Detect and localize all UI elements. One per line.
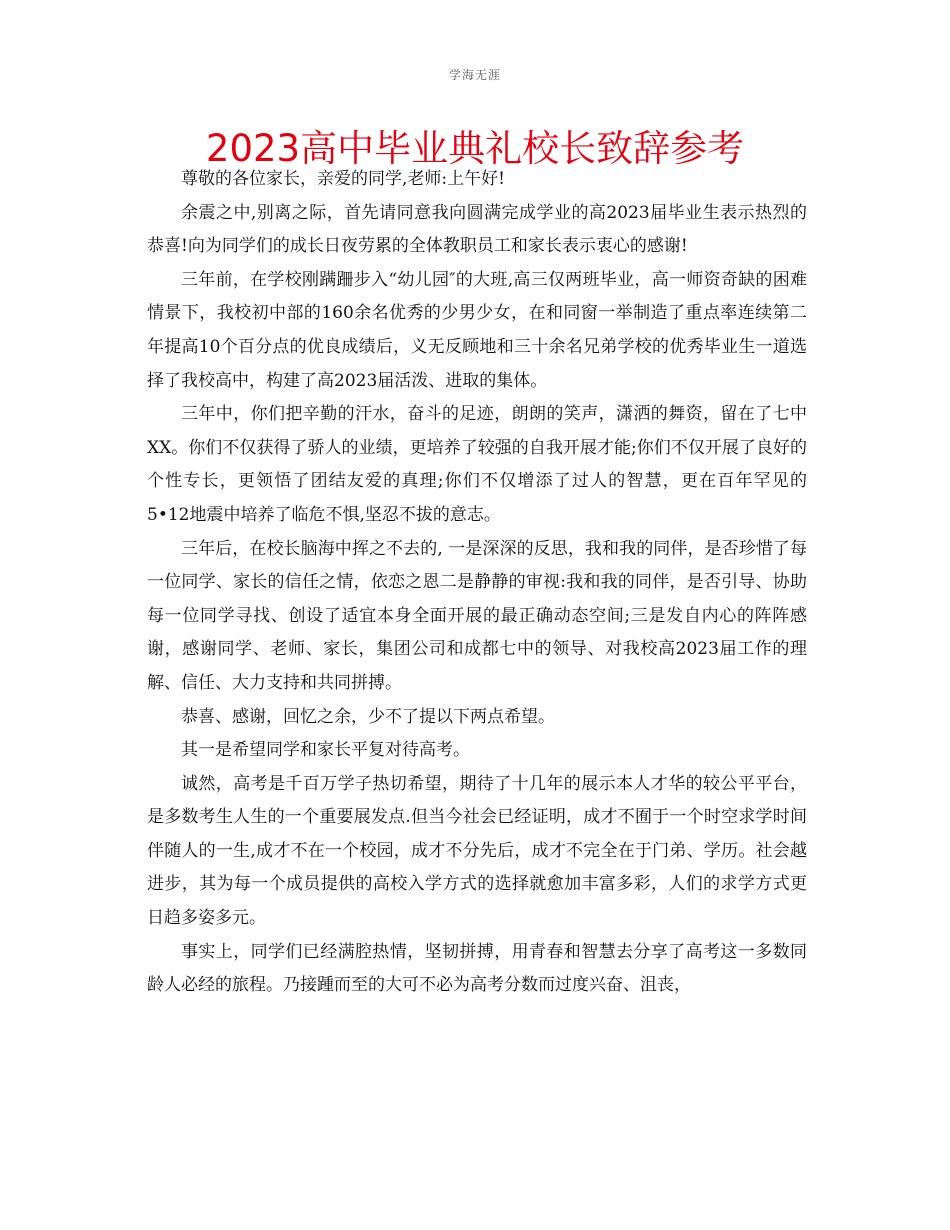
- document-title: 2023高中毕业典礼校长致辞参考: [205, 127, 745, 170]
- paragraph: 恭喜、感谢，回忆之余，少不了提以下两点希望。: [181, 706, 555, 727]
- header-watermark: 学海无涯: [448, 68, 501, 82]
- paragraph: 余震之中,别离之际，首先请同意我向圆满完成学业的高2023届毕业生表示热烈的恭喜!向为同学们的成长日夜劳累的全体教职员工和家长表示衷心的感谢!: [147, 202, 807, 257]
- paragraph: 三年前，在学校刚蹒跚步入“幼儿园″的大班,高三仅两班毕业，高一师资奇缺的困难情景下，我校初中部的160余名优秀的少男少女，在和同窗一举制造了重点率连续第二年提高10个百分点的优良成绩后，义无反顾地和三十余名兄弟学校的优秀毕业生一道选择了我校高中，构建了高2023届活泼、进取的集体。: [147, 269, 807, 391]
- paragraph-greeting: 尊敬的各位家长，亲爱的同学,老师:上午好!: [181, 169, 505, 189]
- paragraph: 三年中，你们把辛勤的汗水，奋斗的足迹，朗朗的笑声，潇洒的舞资，留在了七中XX。你们不仅获得了骄人的业绩，更培养了较强的自我开展才能;你们不仅开展了良好的个性专长，更领悟了团结友爱的真理;你们不仅增添了过人的智慧，更在百年罕见的5•12地震中培养了临危不惧,坚忍不拔的意志。: [147, 404, 807, 525]
- paragraph: 三年后，在校长脑海中挥之不去的, 一是深深的反思，我和我的同伴，是否珍惜了每一位同学、家长的信任之情，依恋之恩二是静静的审视:我和我的同伴，是否引导、协助每一位同学寻找、创设了适宜本身全面开展的最正确动态空间;三是发自内心的阵阵感谢，感谢同学、老师、家长，集团公司和成都七中的领导、对我校高2023届工作的理解、信任、大力支持和共同拼搏。: [147, 538, 807, 693]
- paragraph: 事实上，同学们已经满腔热情，坚韧拼搏，用青春和智慧去分享了高考这一多数同龄人必经的旅程。乃接踵而至的大可不必为高考分数而过度兴奋、沮丧，: [147, 941, 807, 996]
- paragraph: 其一是希望同学和家长平复对待高考。: [181, 740, 470, 761]
- document-body: [147, 163, 807, 1003]
- paragraph: 诚然，高考是千百万学子热切希望，期待了十几年的展示本人才华的较公平平台，是多数考生人生的一个重要展发点.但当今社会已经证明，成才不囿于一个时空求学时间伴随人的一生,成才不在一个校园，成才不分先后，成才不完全在于门弟、学历。社会越进步，其为每一个成员提供的高校入学方式的选择就愈加丰富多彩，人们的求学方式更日趋多姿多元。: [147, 773, 807, 929]
